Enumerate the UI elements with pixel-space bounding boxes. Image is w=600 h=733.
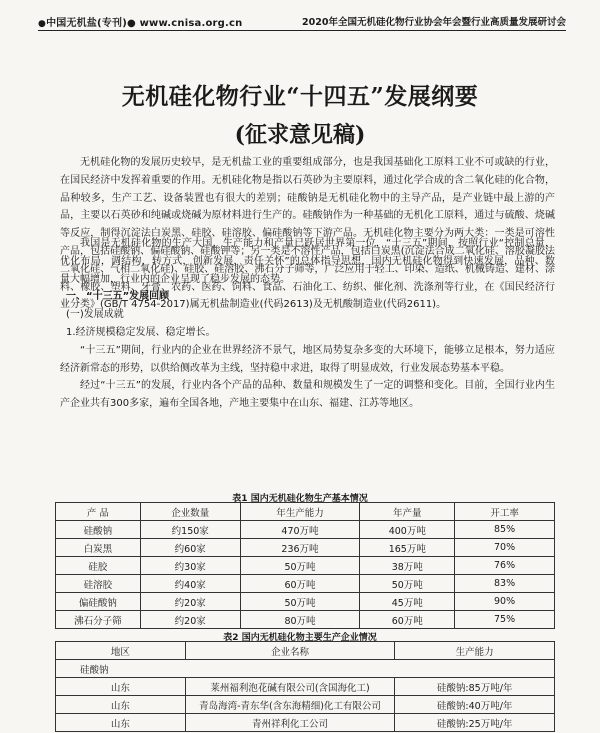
table-group-row — [56, 660, 555, 678]
table-cell: 硅胶 — [56, 557, 141, 575]
table-cell: 约30家 — [140, 557, 240, 575]
table-row — [56, 557, 555, 575]
table-cell: 硅酸钠 — [56, 521, 141, 539]
table-cell: 约20家 — [140, 611, 240, 629]
header-cell: 年产量 — [360, 503, 455, 521]
table-row — [56, 696, 555, 714]
enterprise-table — [55, 641, 555, 732]
table-cell: 38万吨 — [360, 557, 455, 575]
table-row — [56, 714, 555, 732]
table-cell: 山东 — [56, 696, 186, 714]
header-cell: 企业数量 — [140, 503, 240, 521]
table1-caption: 表1 国内无机硅化物生产基本情况 — [232, 494, 368, 504]
document-title: 无机硅化物行业“十四五”发展纲要 — [121, 83, 479, 110]
table-row — [56, 593, 555, 611]
subsection-heading: (一)发展成就 — [66, 309, 124, 321]
table-cell: 青州祥利化工公司 — [185, 714, 395, 732]
table-cell: 青岛海湾-青东华(含东海精细)化工有限公司 — [185, 696, 395, 714]
table-cell: 165万吨 — [360, 539, 455, 557]
table-row — [56, 611, 555, 629]
table-cell: 50万吨 — [240, 557, 360, 575]
header-cell: 开工率 — [455, 503, 555, 521]
header-rule — [38, 30, 566, 31]
table-cell: 90% — [455, 593, 555, 611]
table-cell: 硅酸钠:25万吨/年 — [395, 714, 555, 732]
table-cell: 白炭黑 — [56, 539, 141, 557]
header-cell: 产 品 — [56, 503, 141, 521]
table-cell: 50万吨 — [240, 593, 360, 611]
table-cell: 400万吨 — [360, 521, 455, 539]
document-subtitle: (征求意见稿) — [234, 122, 366, 148]
table-header-row — [56, 503, 555, 521]
table-cell: 山东 — [56, 714, 186, 732]
table-cell: 50万吨 — [360, 575, 455, 593]
table-cell: 山东 — [56, 678, 186, 696]
conference-name: 2020年全国无机硅化物行业协会年会暨行业高质量发展研讨会 — [302, 17, 566, 28]
header-cell: 地区 — [56, 642, 186, 660]
table-row — [56, 521, 555, 539]
table-row — [56, 575, 555, 593]
table-cell: 偏硅酸钠 — [56, 593, 141, 611]
table-cell: 60万吨 — [360, 611, 455, 629]
group-label: 硅酸钠 — [56, 660, 555, 678]
header-cell: 企业名称 — [185, 642, 395, 660]
table-cell: 莱州福利泡花碱有限公司(含国海化工) — [185, 678, 395, 696]
paragraph-4: 经过“十三五”的发展，行业内各个产品的品种、数量和规模发生了一定的调整和变化。目前，全国行业内生产企业共有300多家，遍布全国各地，产地主要集中在山东、福建、江苏等地区。 — [60, 380, 555, 410]
table-cell: 约60家 — [140, 539, 240, 557]
table-cell: 76% — [455, 557, 555, 575]
table-row — [56, 539, 555, 557]
table-cell: 83% — [455, 575, 555, 593]
header-cell: 年生产能力 — [240, 503, 360, 521]
table-cell: 硅溶胶 — [56, 575, 141, 593]
paragraph-1: 无机硅化物的发展历史较早，是无机盐工业的重要组成部分，也是我国基础化工原料工业不可或缺的行业，在国民经济中发挥着重要的作用。无机硅化物是指以石英砂为主要原料，通过化学合成的含二氧化硅的化合物，品种较多，生产工艺、设备装置也有很大的差别；硅酸钠是无机硅化物中的主导产品，是产业链中最上游的产品，主要以石英砂和纯碱或烧碱为原材料进行生产的。硅酸钠作为一种基础的无机化工原料，通过与硫酸、烧碱等反应，制得沉淀法白炭黑、硅胶、硅溶胶、偏硅酸钠等下游产品。无机硅化物主要分为两大类：一类是可溶性产品，包括硅酸钠、偏硅酸钠、硅酸钾等；另一类是不溶性产品，包括白炭黑(沉淀法合成二氧化硅、溶胶凝胶法二氧化硅、气相二氧化硅)、硅胶、硅溶胶、沸石分子筛等，广泛应用于轻工、印染、造纸、机械铸造、建材、涂料、橡胶、塑料、牙膏、农药、医药、饲料、食品、石油化工、纺织、催化剂、洗涤剂等行业，在《国民经济行业分类》(GB/T 4754-2017)属无机盐制造业(代码2613)及无机酸制造业(代码2611)。 — [60, 157, 555, 311]
item-heading: 1.经济规模稳定发展、稳定增长。 — [66, 326, 216, 338]
table-cell: 约20家 — [140, 593, 240, 611]
table-cell: 60万吨 — [240, 575, 360, 593]
table-cell: 70% — [455, 539, 555, 557]
table-cell: 80万吨 — [240, 611, 360, 629]
table-cell: 硅酸钠:85万吨/年 — [395, 678, 555, 696]
table-header-row — [56, 642, 555, 660]
table-row — [56, 678, 555, 696]
section-heading: 一、“十三五”发展回顾 — [66, 291, 170, 303]
page-header — [38, 10, 566, 30]
table-cell: 236万吨 — [240, 539, 360, 557]
bullet-icon: ● — [38, 19, 47, 29]
header-cell: 生产能力 — [395, 642, 555, 660]
paragraph-2: 我国是无机硅化物的生产大国，生产能力和产量已跃居世界第一位，“十三五”期间，按照行业“控制总量，优化布局，调结构，转方式，创新发展，责任关怀”的总体指导思想，国内无机硅化物得到快速发展，品种、数量大幅增加，行业内的企业呈现了稳步发展的态势。 — [60, 238, 555, 285]
review-section — [60, 235, 555, 413]
table-cell: 沸石分子筛 — [56, 611, 141, 629]
table-cell: 45万吨 — [360, 593, 455, 611]
table-cell: 约150家 — [140, 521, 240, 539]
table-cell: 470万吨 — [240, 521, 360, 539]
paragraph-3: “十三五”期间，行业内的企业在世界经济不景气，地区局势复杂多变的大环境下，能够立足根本，努力适应经济新常态的形势，以供给侧改革为主线，坚持稳中求进，取得了明显成效，行业发展态势基本平稳。 — [60, 344, 555, 374]
table-cell: 85% — [455, 521, 555, 539]
table-cell: 硅酸钠:40万吨/年 — [395, 696, 555, 714]
journal-name — [38, 14, 242, 29]
table-cell: 约40家 — [140, 575, 240, 593]
table2-caption: 表2 国内无机硅化物主要生产企业情况 — [223, 633, 377, 643]
journal-text: 中国无机盐(专刊)● www.cnisa.org.cn — [46, 18, 243, 29]
table-cell: 75% — [455, 611, 555, 629]
production-table — [55, 502, 555, 629]
